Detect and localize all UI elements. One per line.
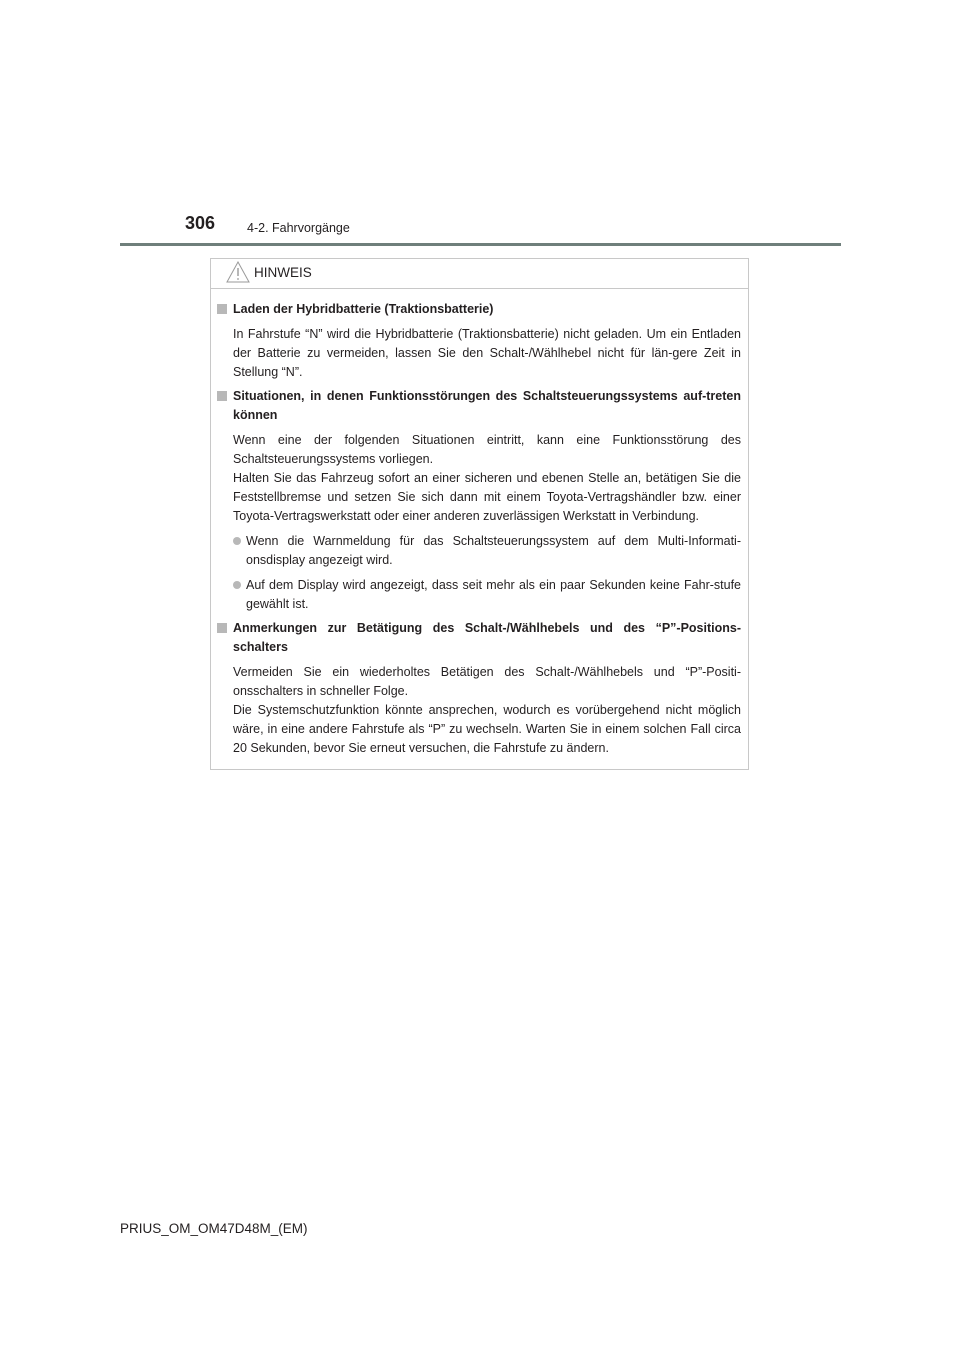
paragraph-line: Halten Sie das Fahrzeug sofort an einer sicheren und ebenen Stelle an, betätigen Sie die Feststellbremse und setzen Sie sich dann mit einem Toyota-Vertragshändler bzw. einer Toyota-Vertragswerkstatt oder einer anderen zuverlässigen Werkstatt in Verbindung. <box>233 471 741 523</box>
paragraph-line: Vermeiden Sie ein wiederholtes Betätigen des Schalt-/Wählhebels und “P”-Positi-onsschalters in schneller Folge. <box>233 665 741 698</box>
item-heading-text: Anmerkungen zur Betätigung des Schalt-/Wählhebels und des “P”-Positions-schalters <box>233 621 741 654</box>
item-heading <box>217 619 741 657</box>
item-heading <box>217 387 741 425</box>
warning-triangle-icon <box>226 261 250 283</box>
notice-label: HINWEIS <box>254 265 312 280</box>
item-heading-text: Laden der Hybridbatterie (Traktionsbatterie) <box>233 302 494 316</box>
item-paragraph <box>217 663 741 758</box>
item-heading <box>217 300 741 319</box>
item-paragraph <box>217 431 741 526</box>
round-bullet-marker <box>233 581 241 589</box>
notice-box <box>210 258 749 770</box>
notice-header <box>211 259 748 289</box>
header-rule <box>120 243 841 246</box>
item-paragraph: In Fahrstufe “N” wird die Hybridbatterie (Traktionsbatterie) nicht geladen. Um ein Entladen der Batterie zu vermeiden, lassen Sie den Schalt-/Wählhebel nicht für län-gere Zeit in Stellung “N”. <box>233 327 741 379</box>
footer-doc-code: PRIUS_OM_OM47D48M_(EM) <box>120 1221 308 1236</box>
notice-item-1 <box>217 300 741 382</box>
item-heading-text: Situationen, in denen Funktionsstörungen des Schaltsteuerungssystems auf-treten können <box>233 389 741 422</box>
bullet-item <box>217 532 741 570</box>
square-marker <box>217 304 227 314</box>
section-title: 4-2. Fahrvorgänge <box>247 221 350 235</box>
paragraph-line: Die Systemschutzfunktion könnte ansprechen, wodurch es vorübergehend nicht möglich wäre, in eine andere Fahrstufe als “P” zu wechseln. Warten Sie in einem solchen Fall circa 20 Sekunden, bevor Sie erneut versuchen, die Fahrstufe zu ändern. <box>233 703 741 755</box>
page-number: 306 <box>185 213 216 233</box>
bullet-text: Auf dem Display wird angezeigt, dass seit mehr als ein paar Sekunden keine Fahr-stufe gewählt ist. <box>246 578 741 611</box>
bullet-text: Wenn die Warnmeldung für das Schaltsteuerungssystem auf dem Multi-Informati-onsdisplay angezeigt wird. <box>246 534 741 567</box>
paragraph-line: Wenn eine der folgenden Situationen eintritt, kann eine Funktionsstörung des Schaltsteuerungssystems vorliegen. <box>233 433 741 466</box>
bullet-item <box>217 576 741 614</box>
notice-body <box>211 289 748 758</box>
notice-item-3 <box>217 619 741 758</box>
round-bullet-marker <box>233 537 241 545</box>
square-marker <box>217 623 227 633</box>
square-marker <box>217 391 227 401</box>
notice-item-2 <box>217 387 741 614</box>
